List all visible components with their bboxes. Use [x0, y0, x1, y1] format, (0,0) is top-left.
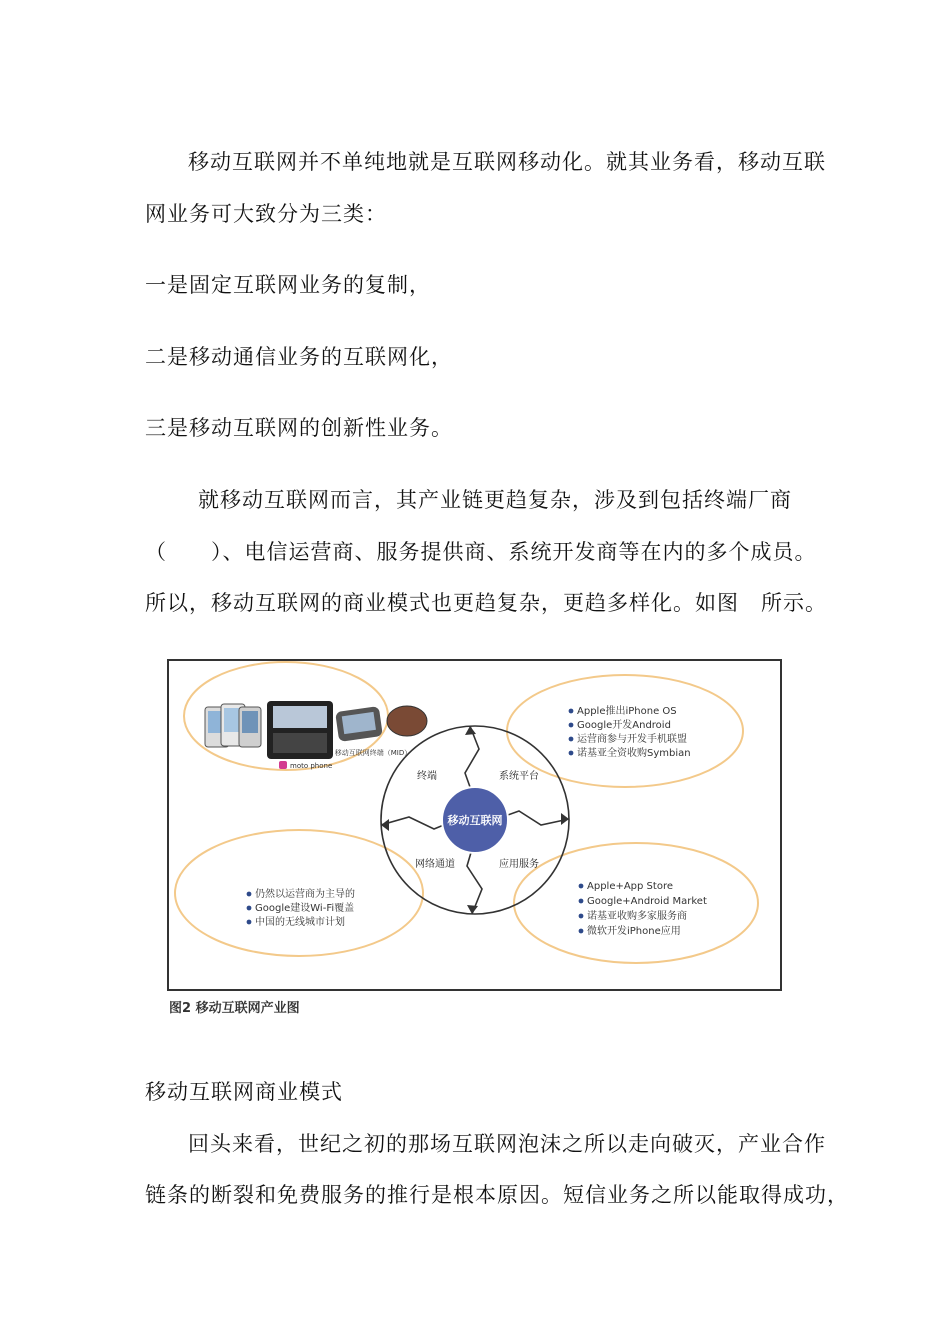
paragraph-3-line-1: 回头来看，世纪之初的那场互联网泡沫之所以走向破灭，产业合作 — [188, 1132, 826, 1156]
paragraph-2-line-3: 所以，移动互联网的商业模式也更趋复杂，更趋多样化。如图 所示。 — [145, 591, 827, 615]
keyboard-phone-image — [267, 701, 333, 759]
network-item-2: Google建设Wi-Fi覆盖 — [255, 903, 355, 914]
figure-frame — [167, 659, 782, 991]
moto-label: moto phone — [290, 762, 333, 770]
core-label: 移动互联网 — [447, 814, 503, 827]
section-title: 移动互联网商业模式 — [145, 1080, 343, 1104]
service-item-2: Google+Android Market — [587, 896, 707, 907]
mid-label: 移动互联网终端（MID） — [334, 749, 412, 757]
network-item-1: 仍然以运营商为主导的 — [255, 889, 355, 900]
paragraph-1-line-1: 移动互联网并不单纯地就是互联网移动化。就其业务看，移动互联 — [188, 150, 826, 174]
platform-ellipse — [507, 675, 743, 787]
platform-item-1: Apple推出iPhone OS — [577, 706, 677, 717]
phones-image — [205, 704, 261, 747]
moto-logo-icon — [279, 761, 287, 769]
segment-platform: 系统平台 — [499, 771, 539, 782]
platform-item-3: 运营商参与开发手机联盟 — [577, 734, 687, 745]
industry-diagram — [169, 661, 780, 989]
arrow-top — [465, 726, 476, 735]
list-item-3: 三是移动互联网的创新性业务。 — [145, 416, 453, 440]
platform-item-4: 诺基亚全资收购Symbian — [577, 748, 691, 759]
platform-item-2: Google开发Android — [577, 720, 671, 731]
service-item-4: 微软开发iPhone应用 — [587, 926, 681, 937]
industry-figure — [159, 651, 791, 1021]
paragraph-2-line-2: （ ）、电信运营商、服务提供商、系统开发商等在内的多个成员。 — [145, 540, 817, 564]
segment-terminal: 终端 — [417, 771, 437, 782]
paragraph-2-line-1: 就移动互联网而言，其产业链更趋复杂，涉及到包括终端厂商 — [198, 488, 792, 512]
service-item-3: 诺基亚收购多家服务商 — [587, 911, 687, 922]
service-item-1: Apple+App Store — [587, 881, 673, 892]
segment-network: 网络通道 — [415, 859, 455, 870]
list-item-2: 二是移动通信业务的互联网化， — [145, 345, 453, 369]
arrow-right — [561, 813, 569, 825]
list-item-1: 一是固定互联网业务的复制， — [145, 273, 431, 297]
paragraph-3-line-2: 链条的断裂和免费服务的推行是根本原因。短信业务之所以能取得成功， — [145, 1183, 849, 1207]
segment-service: 应用服务 — [499, 859, 539, 870]
figure-caption: 图2 移动互联网产业图 — [169, 1001, 300, 1016]
arrow-bottom — [467, 905, 478, 914]
paragraph-1-line-2: 网业务可大致分为三类： — [145, 202, 387, 226]
network-item-3: 中国的无线城市计划 — [255, 917, 345, 928]
